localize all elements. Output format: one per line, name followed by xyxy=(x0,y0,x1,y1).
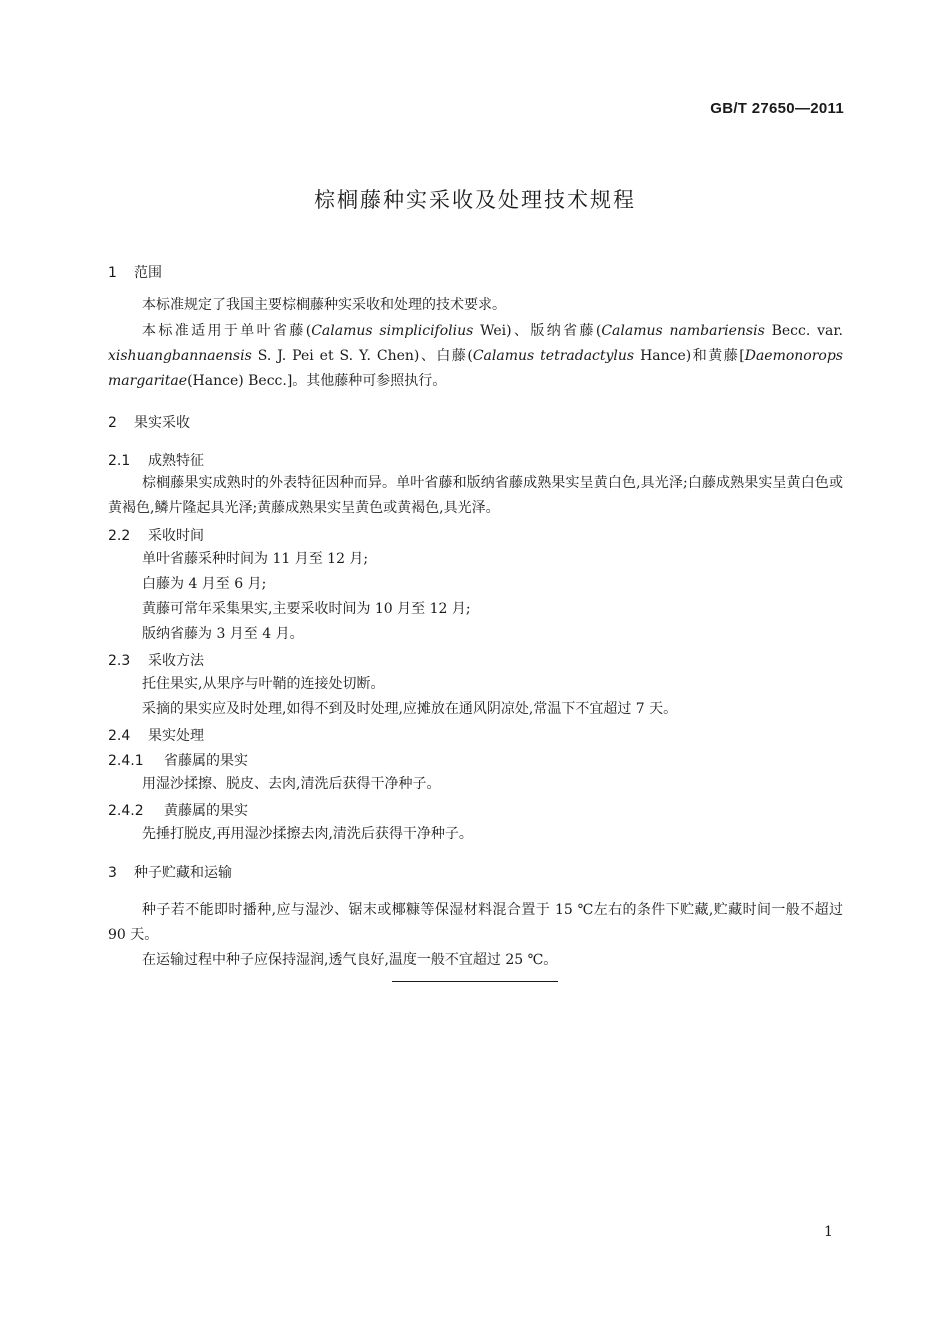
section-number: 3 xyxy=(108,865,117,881)
page-title: 棕榈藤种实采收及处理技术规程 xyxy=(314,188,636,212)
section-2-2-line-2: 白藤为 4 月至 6 月; xyxy=(142,576,267,592)
section-number: 2 xyxy=(108,415,117,431)
section-title: 省藤属的果实 xyxy=(164,753,248,769)
section-title: 成熟特征 xyxy=(148,453,204,469)
section-2-3-heading xyxy=(108,650,204,670)
section-number: 2.4.1 xyxy=(108,753,144,769)
section-title: 果实处理 xyxy=(148,728,204,744)
section-2-2-line-3: 黄藤可常年采集果实,主要采收时间为 10 月至 12 月; xyxy=(142,601,471,617)
section-2-heading xyxy=(108,412,190,432)
section-2-3-line-2: 采摘的果实应及时处理,如得不到及时处理,应摊放在通风阴凉处,常温下不宜超过 7 天。 xyxy=(142,701,678,717)
section-number: 2.3 xyxy=(108,653,131,669)
section-2-4-heading xyxy=(108,725,204,745)
section-title: 范围 xyxy=(134,265,162,281)
section-2-4-1-paragraph: 用湿沙揉擦、脱皮、去肉,清洗后获得干净种子。 xyxy=(142,776,441,792)
section-1-heading xyxy=(108,262,162,282)
section-title: 采收方法 xyxy=(148,653,204,669)
section-number: 2.4.2 xyxy=(108,803,144,819)
section-number: 1 xyxy=(108,265,117,281)
section-title: 种子贮藏和运输 xyxy=(134,865,232,881)
section-3-heading xyxy=(108,862,232,882)
section-2-4-2-heading xyxy=(108,800,248,820)
section-number: 2.4 xyxy=(108,728,131,744)
end-rule xyxy=(392,981,558,982)
section-title: 黄藤属的果实 xyxy=(164,803,248,819)
section-2-1-heading xyxy=(108,450,204,470)
section-1-paragraph-1: 本标准规定了我国主要棕榈藤种实采收和处理的技术要求。 xyxy=(142,297,506,313)
section-2-4-1-heading xyxy=(108,750,248,770)
section-3-paragraph-2: 在运输过程中种子应保持湿润,透气良好,温度一般不宜超过 25 ℃。 xyxy=(142,952,558,968)
section-2-2-line-4: 版纳省藤为 3 月至 4 月。 xyxy=(142,626,304,642)
section-number: 2.1 xyxy=(108,453,131,469)
section-1-paragraph-2: 本标准适用于单叶省藤(Calamus simplicifolius Wei)、版纳省藤(Calamus nambariensis Becc. var. xishuangbannaensis S. J. Pei et S. Y. Chen)、白藤(Calamus tetradactylus Hance)和黄藤[Daemonorops margaritae(Hance) Becc.]。其他藤种可参照执行。 xyxy=(108,323,843,389)
section-2-2-heading xyxy=(108,525,204,545)
page-number: 1 xyxy=(824,1224,833,1240)
standard-code: GB/T 27650—2011 xyxy=(710,100,844,117)
section-number: 2.2 xyxy=(108,528,131,544)
section-2-4-2-paragraph: 先捶打脱皮,再用湿沙揉擦去肉,清洗后获得干净种子。 xyxy=(142,826,473,842)
section-3-paragraph-1: 种子若不能即时播种,应与湿沙、锯末或椰糠等保湿材料混合置于 15 ℃左右的条件下贮藏,贮藏时间一般不超过 90 天。 xyxy=(108,902,843,943)
section-2-2-line-1: 单叶省藤采种时间为 11 月至 12 月; xyxy=(142,551,369,567)
section-2-1-paragraph: 棕榈藤果实成熟时的外表特征因种而异。单叶省藤和版纳省藤成熟果实呈黄白色,具光泽;白藤成熟果实呈黄白色或黄褐色,鳞片隆起具光泽;黄藤成熟果实呈黄色或黄褐色,具光泽。 xyxy=(108,475,843,516)
section-title: 果实采收 xyxy=(134,415,190,431)
section-title: 采收时间 xyxy=(148,528,204,544)
section-2-3-line-1: 托住果实,从果序与叶鞘的连接处切断。 xyxy=(142,676,385,692)
